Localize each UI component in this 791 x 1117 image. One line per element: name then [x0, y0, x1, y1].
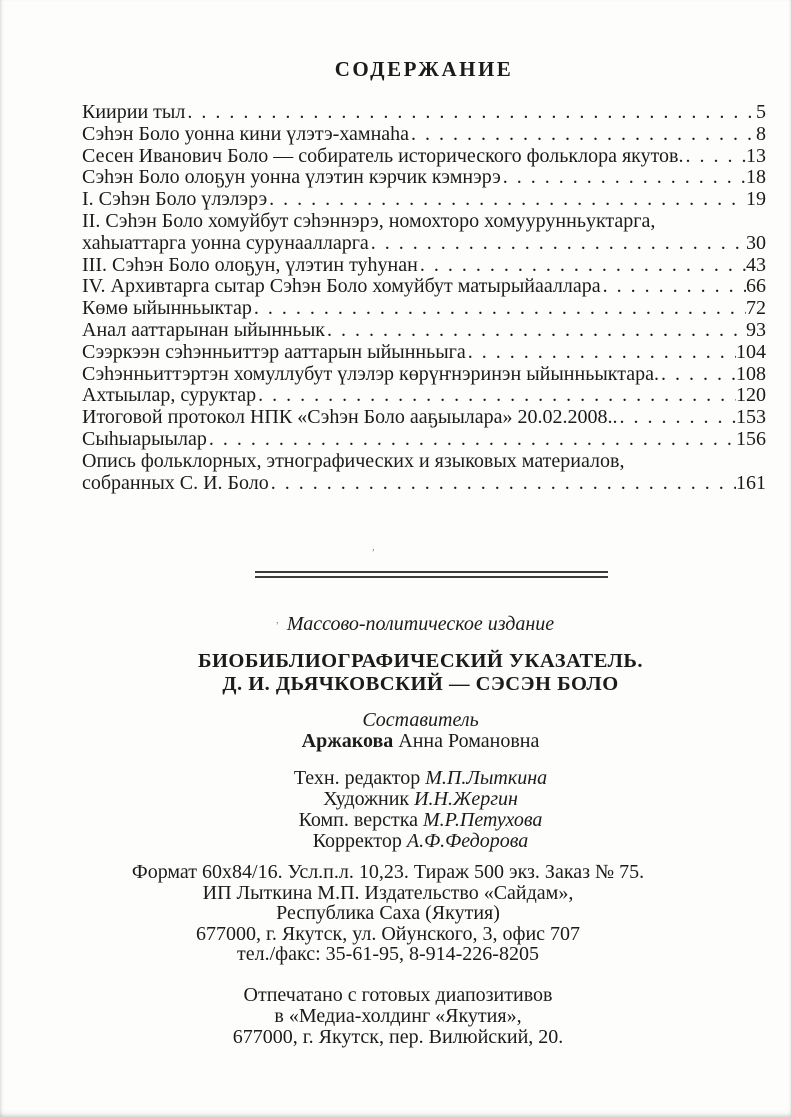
- compiler-label: Составитель: [362, 709, 479, 732]
- print-details-line: тел./факс: 35-61-95, 8-914-226-8205: [237, 943, 539, 966]
- toc-entry-text: Көмө ыйынньыктар: [82, 297, 252, 320]
- toc-entry-text: Опись фольклорных, этнографических и языковых материалов,: [82, 449, 625, 472]
- toc-entry: [82, 385, 766, 407]
- toc-leader-dots: [187, 102, 756, 124]
- print-details-line: Формат 60х84/16. Усл.п.л. 10,23. Тираж 500 экз. Заказ № 75.: [131, 861, 645, 884]
- compiler-name: [75, 731, 766, 752]
- toc-entry-text: III. Сэһэн Боло олоҕун, үлэтин туһунан: [82, 253, 418, 276]
- toc-entry: [82, 167, 766, 189]
- toc-entry: [82, 407, 766, 429]
- toc-leader-dots: [603, 276, 746, 298]
- staff-person: А.Ф.Федорова: [406, 830, 529, 853]
- toc-entry-text: Сэһэн Боло олоҕун уонна үлэтин кэрчик кэмнэрэ: [82, 166, 501, 189]
- toc-entry: [82, 364, 766, 386]
- toc-page-number: 43: [746, 253, 766, 276]
- print-details-line: Республика Саха (Якутия): [276, 902, 500, 925]
- toc-page-number: 30: [746, 231, 766, 254]
- staff-person: И.Н.Жергин: [414, 788, 518, 811]
- print-details: [10, 862, 766, 965]
- toc-page-number: 19: [746, 188, 766, 211]
- toc-entry-text: Ахтыылар, суруктар: [82, 384, 257, 407]
- toc-leader-dots: [271, 473, 736, 495]
- printed-at-line: в «Медиа-холдинг «Якутия»,: [274, 1004, 522, 1027]
- contents-heading: СОДЕРЖАНИЕ: [334, 57, 514, 81]
- staff-line: [75, 831, 766, 852]
- toc-entry-text: Сээркээн сэһэнньиттэр ааттарын ыйынньыга: [82, 340, 466, 363]
- toc-entry: [82, 342, 766, 364]
- toc-leader-dots: [327, 320, 746, 342]
- staff-line: [75, 789, 766, 810]
- toc-page-number: 93: [746, 318, 766, 341]
- book-title-line1: БИОБИБЛИОГРАФИЧЕСКИЙ УКАЗАТЕЛЬ.: [197, 650, 644, 673]
- toc-entry: [82, 451, 766, 473]
- toc-page-number: 108: [736, 362, 766, 385]
- toc-entry-text: хаһыаттарга уонна сурунаалларга: [82, 231, 369, 254]
- toc-page-number: 72: [746, 297, 766, 320]
- toc-leader-dots: [686, 146, 746, 168]
- toc-entry-text: IV. Архивтарга сытар Сэһэн Боло хомуйбут матырыйааллара: [82, 275, 601, 298]
- staff-person: М.Р.Петухова: [423, 809, 543, 832]
- table-of-contents: [82, 102, 766, 494]
- toc-page-number: 104: [736, 340, 766, 363]
- toc-leader-dots: [661, 364, 736, 386]
- colophon-upper-block: [75, 612, 766, 852]
- staff-role: Художник: [323, 788, 415, 811]
- printed-at-line: Отпечатано с готовых диапозитивов: [243, 983, 553, 1006]
- toc-leader-dots: [254, 298, 746, 320]
- toc-leader-dots: [620, 407, 736, 429]
- toc-entry-text: Сыһыарыылар: [82, 427, 207, 450]
- staff-role: Техн. редактор: [293, 767, 426, 790]
- toc-entry: [82, 102, 766, 124]
- toc-entry-text: Киирии тыл: [82, 101, 186, 123]
- toc-page-number: 161: [736, 471, 766, 494]
- toc-page-number: 120: [736, 384, 766, 407]
- toc-entry: [82, 298, 766, 320]
- toc-entry-text: собранных С. И. Боло: [82, 471, 269, 494]
- toc-leader-dots: [371, 233, 746, 255]
- staff-role: Комп. верстка: [298, 809, 423, 832]
- toc-entry: [82, 189, 766, 211]
- double-rule-divider: [255, 571, 608, 578]
- colophon: [82, 612, 766, 1048]
- printed-at-line: 677000, г. Якутск, пер. Вилюйский, 20.: [232, 1025, 564, 1048]
- toc-page-number: 5: [756, 101, 766, 123]
- toc-entry: [82, 320, 766, 342]
- printed-at: [30, 985, 766, 1048]
- toc-page-number: 13: [746, 144, 766, 167]
- toc-leader-dots: [420, 255, 746, 277]
- toc-leader-dots: [468, 342, 736, 364]
- toc-page-number: 66: [746, 275, 766, 298]
- staff-line: [75, 810, 766, 831]
- toc-page-number: 8: [756, 122, 766, 145]
- staff-person: М.П.Лыткина: [425, 767, 548, 790]
- toc-page-number: 18: [746, 166, 766, 189]
- toc-entry: [82, 211, 766, 233]
- toc-entry: [82, 255, 766, 277]
- toc-entry-text: Анал ааттарынан ыйынньык: [82, 318, 325, 341]
- toc-entry-text: Сэһэн Боло уонна кини үлэтэ-хамнаһа: [82, 122, 410, 145]
- staff-line: [75, 768, 766, 789]
- toc-entry-text: II. Сэһэн Боло хомуйбут сэһэннэрэ, номохторо хомуурунньуктарга,: [82, 209, 656, 232]
- scan-speck: ,: [276, 614, 279, 626]
- toc-leader-dots: [269, 189, 746, 211]
- staff-credits: [75, 768, 766, 852]
- toc-entry-text: Итоговой протокол НПК «Сэһэн Боло ааҕыылара» 20.02.2008..: [82, 406, 618, 429]
- compiler-surname: Аржакова: [301, 730, 394, 753]
- print-details-line: 677000, г. Якутск, ул. Ойунского, 3, офис 707: [195, 922, 581, 945]
- scan-speck: ,: [372, 541, 375, 553]
- compiler-given-names: Анна Романовна: [393, 730, 540, 753]
- toc-entry-text: I. Сэһэн Боло үлэлэрэ: [82, 188, 268, 211]
- toc-leader-dots: [209, 429, 736, 451]
- toc-entry: [82, 124, 766, 146]
- toc-entry: [82, 146, 766, 168]
- toc-page-number: 153: [736, 406, 766, 429]
- toc-entry: [82, 276, 766, 298]
- edition-type: Массово-политическое издание: [286, 613, 555, 636]
- staff-role: Корректор: [312, 830, 407, 853]
- print-details-line: ИП Лыткина М.П. Издательство «Сайдам»,: [202, 881, 574, 904]
- toc-leader-dots: [258, 385, 736, 407]
- toc-entry: [82, 233, 766, 255]
- toc-entry: [82, 473, 766, 495]
- book-title-line2: Д. И. ДЬЯЧКОВСКИЙ — СЭСЭН БОЛО: [222, 673, 619, 696]
- book-title: [75, 650, 766, 696]
- toc-entry-text: Сэһэнньиттэртэн хомуллубут үлэлэр көрүҥнэринэн ыйынньыктара.: [82, 362, 659, 385]
- toc-entry-text: Сесен Иванович Боло — собиратель исторического фольклора якутов.: [82, 144, 684, 167]
- toc-leader-dots: [411, 124, 756, 146]
- toc-entry: [82, 429, 766, 451]
- toc-leader-dots: [503, 167, 746, 189]
- toc-page-number: 156: [736, 427, 766, 450]
